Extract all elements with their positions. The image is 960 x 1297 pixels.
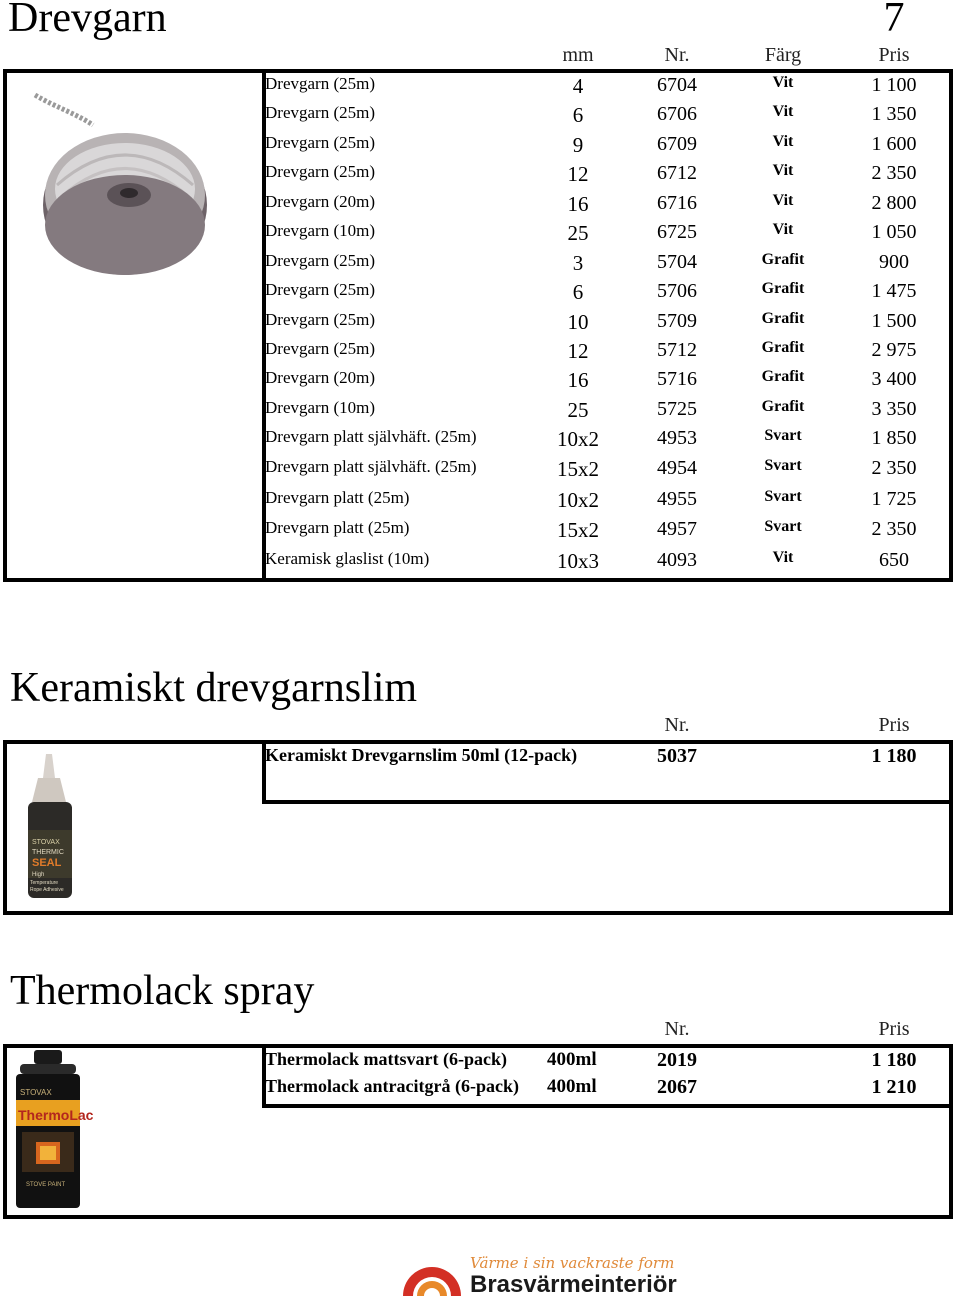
price: 1 180	[871, 1049, 917, 1071]
lim-section-title: Keramiskt drevgarnslim	[10, 665, 418, 711]
label-line2: SEAL	[32, 857, 62, 869]
dimension-mm: 10	[567, 310, 589, 334]
color: Grafit	[761, 368, 805, 385]
table-row	[265, 280, 955, 309]
article-number: 5704	[657, 251, 697, 273]
color: Vit	[772, 133, 794, 150]
product-name: Drevgarn (10m)	[265, 398, 375, 417]
article-number: 6712	[657, 162, 697, 184]
article-number: 5709	[657, 310, 697, 332]
article-number: 4957	[657, 518, 697, 540]
label-line1: THERMIC	[32, 849, 64, 856]
price: 2 350	[871, 457, 917, 479]
dimension-mm: 12	[567, 162, 589, 186]
product-name: Keramiskt Drevgarnslim 50ml (12-pack)	[265, 745, 578, 765]
product-label: ThermoLac	[18, 1107, 94, 1123]
product-name: Drevgarn (20m)	[265, 368, 375, 387]
brand-name: Brasvärmeinteriör	[470, 1271, 677, 1297]
color: Vit	[772, 221, 794, 238]
dimension-mm: 25	[567, 221, 589, 245]
price: 1 100	[871, 74, 917, 96]
spray-section-title: Thermolack spray	[10, 968, 315, 1014]
product-name: Drevgarn (25m)	[265, 162, 375, 181]
col-header-farg: Färg	[764, 44, 802, 66]
dimension-mm: 16	[567, 192, 589, 216]
brand-tagline: Värme i sin vackraste form	[470, 1254, 675, 1272]
article-number: 2019	[657, 1049, 697, 1071]
spray-col-header-pris: Pris	[878, 1018, 910, 1040]
article-number: 2067	[657, 1076, 697, 1098]
product-name: Drevgarn (25m)	[265, 133, 375, 152]
table-row	[265, 457, 955, 486]
product-name: Drevgarn (25m)	[265, 339, 375, 358]
product-name: Drevgarn (25m)	[265, 103, 375, 122]
color: Vit	[772, 549, 794, 566]
product-name: Drevgarn platt självhäft. (25m)	[265, 457, 477, 476]
product-name: Drevgarn (20m)	[265, 192, 375, 211]
volume: 400ml	[547, 1076, 597, 1097]
table-row	[265, 133, 955, 162]
table-row	[265, 518, 955, 547]
price: 1 500	[871, 310, 917, 332]
label-line5: Rope Adhesive	[30, 887, 64, 893]
dimension-mm: 4	[572, 74, 584, 98]
color: Svart	[764, 488, 802, 505]
table-row	[265, 368, 955, 397]
product-name: Drevgarn (10m)	[265, 221, 375, 240]
color: Grafit	[761, 310, 805, 327]
brand-logo	[400, 1252, 720, 1297]
table-row	[265, 488, 955, 517]
volume: 400ml	[547, 1049, 597, 1070]
brand-label: STOVAX	[32, 839, 60, 846]
lim-col-header-pris: Pris	[878, 714, 910, 736]
dimension-mm: 3	[572, 251, 584, 275]
product-name: Drevgarn (25m)	[265, 280, 375, 299]
page-number: 7	[883, 0, 905, 41]
article-number: 4955	[657, 488, 697, 510]
spray-row	[265, 1049, 955, 1078]
article-number: 6725	[657, 221, 697, 243]
article-number: 6716	[657, 192, 697, 214]
price: 2 800	[871, 192, 917, 214]
article-number: 4953	[657, 427, 697, 449]
lim-col-header-nr: Nr.	[664, 714, 690, 736]
price: 2 350	[871, 162, 917, 184]
article-number: 6704	[657, 74, 697, 96]
price: 1 210	[871, 1076, 917, 1098]
article-number: 5037	[657, 745, 697, 767]
article-number: 5706	[657, 280, 697, 302]
price: 1 475	[871, 280, 917, 302]
color: Grafit	[761, 280, 805, 297]
product-name: Drevgarn platt (25m)	[265, 488, 410, 507]
table-row	[265, 103, 955, 132]
dimension-mm: 10x3	[557, 549, 599, 573]
color: Vit	[772, 162, 794, 179]
product-name: Keramisk glaslist (10m)	[265, 549, 430, 568]
col-header-mm: mm	[562, 44, 594, 66]
price: 1 725	[871, 488, 917, 510]
dimension-mm: 15x2	[557, 457, 599, 481]
dimension-mm: 12	[567, 339, 589, 363]
brand-label: STOVAX	[20, 1088, 52, 1097]
price: 1 600	[871, 133, 917, 155]
table-row	[265, 221, 955, 250]
glue-bottle-image	[22, 752, 78, 904]
price: 3 400	[871, 368, 917, 390]
color: Grafit	[761, 339, 805, 356]
product-name: Drevgarn (25m)	[265, 310, 375, 329]
price: 900	[879, 251, 909, 273]
price: 1 350	[871, 103, 917, 125]
lim-row	[265, 745, 955, 774]
color: Grafit	[761, 251, 805, 268]
page-title: Drevgarn	[8, 0, 167, 41]
dimension-mm: 25	[567, 398, 589, 422]
table-row	[265, 74, 955, 103]
table-row	[265, 162, 955, 191]
table-row	[265, 192, 955, 221]
spray-row	[265, 1076, 955, 1105]
article-number: 5725	[657, 398, 697, 420]
price: 650	[879, 549, 909, 571]
label-line4: Temperature	[30, 880, 59, 886]
price: 2 975	[871, 339, 917, 361]
price: 1 850	[871, 427, 917, 449]
table-row	[265, 549, 955, 578]
table-row	[265, 398, 955, 427]
dimension-mm: 6	[572, 103, 584, 127]
color: Vit	[772, 192, 794, 209]
article-number: 4954	[657, 457, 697, 479]
label-line3: High	[32, 872, 45, 878]
product-name: Drevgarn platt (25m)	[265, 518, 410, 537]
product-name: Drevgarn (25m)	[265, 74, 375, 93]
dimension-mm: 15x2	[557, 518, 599, 542]
color: Vit	[772, 74, 794, 91]
article-number: 6709	[657, 133, 697, 155]
table-divider	[262, 800, 949, 804]
spray-col-header-nr: Nr.	[664, 1018, 690, 1040]
color: Svart	[764, 457, 802, 474]
product-name: Thermolack antracitgrå (6-pack)	[265, 1076, 519, 1096]
spray-can-image	[12, 1050, 94, 1210]
product-name: Thermolack mattsvart (6-pack)	[265, 1049, 507, 1069]
dimension-mm: 10x2	[557, 427, 599, 451]
article-number: 5716	[657, 368, 697, 390]
dimension-mm: 10x2	[557, 488, 599, 512]
color: Grafit	[761, 398, 805, 415]
article-number: 6706	[657, 103, 697, 125]
table-row	[265, 427, 955, 456]
product-name: Drevgarn (25m)	[265, 251, 375, 270]
price: 1 050	[871, 221, 917, 243]
col-header-pris: Pris	[878, 44, 910, 66]
article-number: 4093	[657, 549, 697, 571]
dimension-mm: 16	[567, 368, 589, 392]
table-row	[265, 310, 955, 339]
price: 2 350	[871, 518, 917, 540]
col-header-nr: Nr.	[664, 44, 690, 66]
price: 3 350	[871, 398, 917, 420]
price: 1 180	[871, 745, 917, 767]
label-subtext: STOVE PAINT	[26, 1182, 66, 1188]
table-row	[265, 251, 955, 280]
dimension-mm: 9	[572, 133, 584, 157]
dimension-mm: 6	[572, 280, 584, 304]
color: Vit	[772, 103, 794, 120]
color: Svart	[764, 518, 802, 535]
table-row	[265, 339, 955, 368]
article-number: 5712	[657, 339, 697, 361]
rope-reel-image	[25, 85, 235, 285]
color: Svart	[764, 427, 802, 444]
product-name: Drevgarn platt självhäft. (25m)	[265, 427, 477, 446]
